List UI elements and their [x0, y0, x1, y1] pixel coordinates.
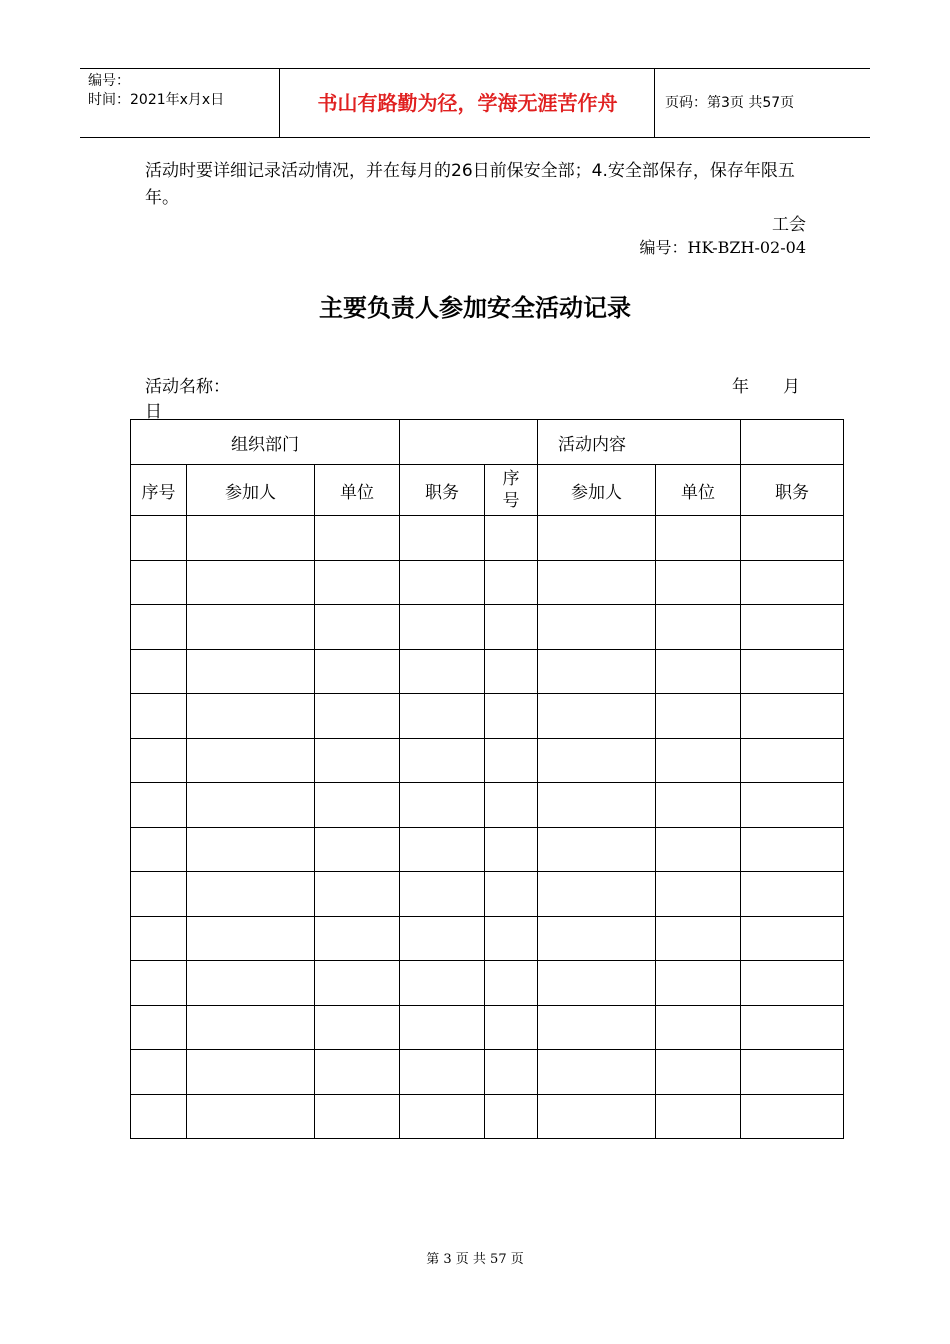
table-cell[interactable] [400, 872, 485, 917]
header-motto: 书山有路勤为径，学海无涯苦作舟 [281, 69, 655, 137]
table-cell[interactable] [538, 738, 656, 783]
table-row [131, 738, 844, 783]
col-header: 序号 [131, 465, 187, 516]
table-cell[interactable] [187, 1094, 315, 1139]
table-cell[interactable] [741, 516, 844, 561]
table-cell[interactable] [131, 738, 187, 783]
table-cell[interactable] [538, 827, 656, 872]
col-header: 参加人 [187, 465, 315, 516]
table-cell[interactable] [187, 738, 315, 783]
header-page-info: 页码：第3页 共57页 [665, 95, 795, 111]
table-cell[interactable] [485, 783, 538, 828]
table-cell[interactable] [485, 916, 538, 961]
table-cell[interactable] [400, 1094, 485, 1139]
table-cell[interactable] [315, 916, 400, 961]
table-cell[interactable] [131, 916, 187, 961]
table-cell[interactable] [538, 1005, 656, 1050]
table-cell[interactable] [538, 1050, 656, 1095]
table-cell[interactable] [400, 560, 485, 605]
table-cell[interactable] [131, 1005, 187, 1050]
table-cell[interactable] [741, 961, 844, 1006]
table-cell[interactable] [538, 605, 656, 650]
table-cell[interactable] [187, 872, 315, 917]
table-cell[interactable] [538, 694, 656, 739]
table-cell[interactable] [400, 738, 485, 783]
org-dept-label: 组织部门 [131, 420, 400, 465]
activity-content-label: 活动内容 [538, 420, 741, 465]
document-code: 编号：HK-BZH-02-04 [639, 238, 806, 257]
table-row [131, 1094, 844, 1139]
table-cell[interactable] [538, 560, 656, 605]
table-cell[interactable] [187, 649, 315, 694]
table-cell[interactable] [741, 1050, 844, 1095]
table-cell[interactable] [485, 649, 538, 694]
table-row [131, 649, 844, 694]
page-header [80, 68, 870, 138]
table-row [131, 827, 844, 872]
table-cell[interactable] [656, 560, 741, 605]
table-cell[interactable] [741, 738, 844, 783]
table-cell[interactable] [315, 872, 400, 917]
table-cell[interactable] [315, 827, 400, 872]
table-cell[interactable] [538, 1094, 656, 1139]
table-cell[interactable] [656, 605, 741, 650]
col-header: 参加人 [538, 465, 656, 516]
org-name: 工会 [772, 215, 806, 235]
table-cell[interactable] [315, 649, 400, 694]
table-cell[interactable] [656, 916, 741, 961]
table-cell[interactable] [400, 605, 485, 650]
page-footer: 第 3 页 共 57 页 [426, 1252, 524, 1267]
table-cell[interactable] [656, 1050, 741, 1095]
number-label: 编号： [88, 73, 130, 89]
table-cell[interactable] [187, 1005, 315, 1050]
table-cell[interactable] [187, 916, 315, 961]
column-header-row [131, 465, 844, 516]
table-cell[interactable] [131, 1094, 187, 1139]
table-cell[interactable] [131, 605, 187, 650]
table-cell[interactable] [315, 605, 400, 650]
table-cell[interactable] [485, 516, 538, 561]
table-cell[interactable] [400, 827, 485, 872]
table-cell[interactable] [400, 783, 485, 828]
table-cell[interactable] [400, 694, 485, 739]
table-cell[interactable] [656, 1094, 741, 1139]
table-cell[interactable] [315, 1094, 400, 1139]
table-cell[interactable] [485, 738, 538, 783]
table-cell[interactable] [741, 605, 844, 650]
activity-content-value[interactable] [741, 420, 844, 465]
table-body [131, 516, 844, 1139]
table-cell[interactable] [400, 1005, 485, 1050]
table-cell[interactable] [315, 560, 400, 605]
time-label: 时间：2021年x月x日 [88, 92, 225, 108]
table-cell[interactable] [187, 605, 315, 650]
table-cell[interactable] [656, 872, 741, 917]
table-cell[interactable] [741, 916, 844, 961]
table-cell[interactable] [131, 1050, 187, 1095]
activity-record-table [130, 419, 844, 1139]
activity-name-label: 活动名称： [145, 377, 230, 397]
table-cell[interactable] [538, 916, 656, 961]
table-cell[interactable] [315, 783, 400, 828]
table-cell[interactable] [656, 694, 741, 739]
table-row [131, 783, 844, 828]
table-cell[interactable] [400, 516, 485, 561]
table-cell[interactable] [187, 694, 315, 739]
table-row [131, 916, 844, 961]
table-cell[interactable] [741, 827, 844, 872]
form-title: 主要负责人参加安全活动记录 [319, 293, 631, 322]
table-cell[interactable] [131, 649, 187, 694]
table-cell[interactable] [741, 560, 844, 605]
table-cell[interactable] [741, 1094, 844, 1139]
table-cell[interactable] [131, 516, 187, 561]
table-cell[interactable] [741, 1005, 844, 1050]
org-dept-value[interactable] [400, 420, 538, 465]
table-cell[interactable] [131, 694, 187, 739]
col-header: 职务 [741, 465, 844, 516]
table-cell[interactable] [187, 1050, 315, 1095]
table-cell[interactable] [131, 783, 187, 828]
table-cell[interactable] [656, 961, 741, 1006]
table-cell[interactable] [315, 1005, 400, 1050]
table-cell[interactable] [315, 694, 400, 739]
month-label: 月 [783, 377, 800, 397]
table-cell[interactable] [400, 916, 485, 961]
table-row [131, 605, 844, 650]
table-row [131, 516, 844, 561]
col-header: 职务 [400, 465, 485, 516]
table-cell[interactable] [400, 961, 485, 1006]
header-meta [80, 69, 280, 137]
table-cell[interactable] [741, 783, 844, 828]
table-cell[interactable] [131, 827, 187, 872]
table-cell[interactable] [485, 961, 538, 1006]
table-cell[interactable] [315, 738, 400, 783]
table-cell[interactable] [656, 649, 741, 694]
table-cell[interactable] [485, 872, 538, 917]
table-row [131, 1005, 844, 1050]
table-cell[interactable] [656, 827, 741, 872]
table-cell[interactable] [485, 605, 538, 650]
table-cell[interactable] [538, 872, 656, 917]
table-cell[interactable] [485, 827, 538, 872]
col-header: 单位 [315, 465, 400, 516]
table-cell[interactable] [538, 649, 656, 694]
table-cell[interactable] [400, 1050, 485, 1095]
col-header: 序号 [485, 465, 538, 516]
table-cell[interactable] [741, 694, 844, 739]
table-cell[interactable] [485, 560, 538, 605]
table-cell[interactable] [656, 1005, 741, 1050]
table-cell[interactable] [315, 516, 400, 561]
table-cell[interactable] [131, 872, 187, 917]
table-cell[interactable] [485, 1094, 538, 1139]
table-cell[interactable] [656, 783, 741, 828]
table-cell[interactable] [315, 961, 400, 1006]
table-cell[interactable] [131, 560, 187, 605]
day-label: 日 [145, 402, 162, 422]
year-label: 年 [732, 377, 749, 397]
table-cell[interactable] [187, 516, 315, 561]
table-cell[interactable] [187, 961, 315, 1006]
table-row [131, 872, 844, 917]
table-row [131, 560, 844, 605]
table-cell[interactable] [538, 516, 656, 561]
table-cell[interactable] [485, 1005, 538, 1050]
table-cell[interactable] [131, 961, 187, 1006]
table-cell[interactable] [656, 738, 741, 783]
table-cell[interactable] [315, 1050, 400, 1095]
col-header: 单位 [656, 465, 741, 516]
table-cell[interactable] [485, 1050, 538, 1095]
table-cell[interactable] [187, 827, 315, 872]
table-row [131, 694, 844, 739]
table-cell[interactable] [538, 961, 656, 1006]
table-cell[interactable] [400, 649, 485, 694]
table-cell[interactable] [656, 516, 741, 561]
body-paragraph: 活动时要详细记录活动情况，并在每月的26日前保安全部；4.安全部保存，保存年限五年。 [145, 161, 795, 208]
table-cell[interactable] [187, 783, 315, 828]
table-cell[interactable] [741, 649, 844, 694]
table-row [131, 1050, 844, 1095]
table-header-row [131, 420, 844, 465]
table-cell[interactable] [741, 872, 844, 917]
table-cell[interactable] [187, 560, 315, 605]
table-cell[interactable] [485, 694, 538, 739]
table-row [131, 961, 844, 1006]
table-cell[interactable] [538, 783, 656, 828]
